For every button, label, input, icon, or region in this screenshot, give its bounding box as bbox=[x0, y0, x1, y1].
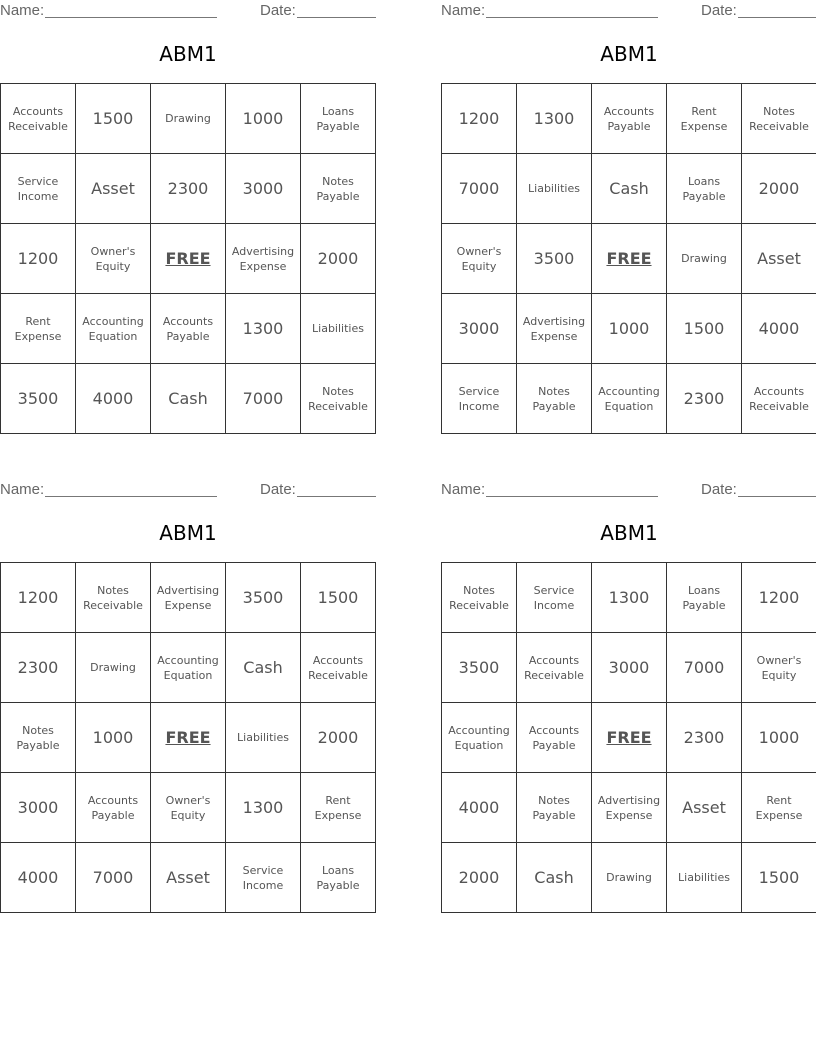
bingo-cell: 1000 bbox=[742, 703, 816, 773]
grid-row bbox=[1, 84, 376, 154]
bingo-cell: 3500 bbox=[517, 224, 592, 294]
date-label: Date: bbox=[260, 2, 296, 19]
name-label: Name: bbox=[441, 481, 486, 498]
bingo-cell: Service Income bbox=[226, 843, 301, 913]
bingo-cell: Cash bbox=[226, 633, 301, 703]
grid-row bbox=[442, 294, 816, 364]
bingo-cell: 3500 bbox=[226, 563, 301, 633]
bingo-cell: Owner's Equity bbox=[76, 224, 151, 294]
date-label: Date: bbox=[701, 481, 737, 498]
bingo-cell: 3000 bbox=[592, 633, 667, 703]
bingo-cell: 1300 bbox=[517, 84, 592, 154]
bingo-cell: Accounting Equation bbox=[76, 294, 151, 364]
bingo-cell: 2000 bbox=[442, 843, 517, 913]
grid-row bbox=[442, 84, 816, 154]
bingo-cell: 2000 bbox=[742, 154, 816, 224]
date-blank bbox=[738, 17, 816, 18]
bingo-cell: 3000 bbox=[442, 294, 517, 364]
bingo-cell: Advertising Expense bbox=[592, 773, 667, 843]
grid-row bbox=[442, 154, 816, 224]
date-blank bbox=[738, 496, 816, 497]
bingo-cell: Advertising Expense bbox=[226, 224, 301, 294]
bingo-cell: Accounting Equation bbox=[151, 633, 226, 703]
bingo-cell: Notes Receivable bbox=[301, 364, 376, 434]
bingo-cell: Rent Expense bbox=[667, 84, 742, 154]
bingo-cell: 1500 bbox=[667, 294, 742, 364]
bingo-cell: 1200 bbox=[1, 224, 76, 294]
bingo-cell: Drawing bbox=[592, 843, 667, 913]
bingo-cell: 1300 bbox=[592, 563, 667, 633]
bingo-cell: Accounting Equation bbox=[442, 703, 517, 773]
bingo-cell: 7000 bbox=[667, 633, 742, 703]
grid-row bbox=[1, 843, 376, 913]
bingo-cell: 7000 bbox=[226, 364, 301, 434]
card-header bbox=[441, 0, 816, 22]
card-title: ABM1 bbox=[600, 42, 658, 66]
free-space-cell: FREE bbox=[151, 224, 226, 294]
bingo-cell: Accounts Payable bbox=[151, 294, 226, 364]
bingo-cell: Asset bbox=[667, 773, 742, 843]
date-label: Date: bbox=[701, 2, 737, 19]
bingo-cell: Accounts Receivable bbox=[517, 633, 592, 703]
bingo-cell: Liabilities bbox=[301, 294, 376, 364]
grid-row bbox=[442, 703, 816, 773]
bingo-cell: Accounts Receivable bbox=[742, 364, 816, 434]
bingo-cell: 4000 bbox=[1, 843, 76, 913]
name-blank bbox=[486, 17, 658, 18]
bingo-cell: 1300 bbox=[226, 294, 301, 364]
name-label: Name: bbox=[0, 481, 45, 498]
bingo-cell: Liabilities bbox=[667, 843, 742, 913]
bingo-cell: 1200 bbox=[742, 563, 816, 633]
bingo-cell: Advertising Expense bbox=[151, 563, 226, 633]
bingo-cell: 4000 bbox=[76, 364, 151, 434]
bingo-cell: Accounts Payable bbox=[76, 773, 151, 843]
bingo-cell: 2000 bbox=[301, 224, 376, 294]
bingo-cell: Rent Expense bbox=[742, 773, 816, 843]
free-space-cell: FREE bbox=[592, 224, 667, 294]
grid-row bbox=[1, 294, 376, 364]
card-header bbox=[0, 479, 376, 501]
bingo-cell: Notes Receivable bbox=[76, 563, 151, 633]
bingo-cell: Notes Payable bbox=[1, 703, 76, 773]
grid-row bbox=[442, 224, 816, 294]
bingo-cell: Cash bbox=[151, 364, 226, 434]
card-header bbox=[0, 0, 376, 22]
grid-row bbox=[442, 633, 816, 703]
bingo-cell: 2300 bbox=[1, 633, 76, 703]
bingo-cell: Drawing bbox=[667, 224, 742, 294]
bingo-grid bbox=[441, 562, 816, 913]
bingo-cell: Rent Expense bbox=[1, 294, 76, 364]
bingo-cell: 3000 bbox=[226, 154, 301, 224]
bingo-cell: 3000 bbox=[1, 773, 76, 843]
bingo-cell: Drawing bbox=[151, 84, 226, 154]
bingo-cell: Owner's Equity bbox=[442, 224, 517, 294]
name-blank bbox=[45, 496, 217, 497]
bingo-cell: 1500 bbox=[301, 563, 376, 633]
bingo-cell: Liabilities bbox=[517, 154, 592, 224]
bingo-cell: Asset bbox=[742, 224, 816, 294]
bingo-cell: Notes Receivable bbox=[742, 84, 816, 154]
bingo-cell: Asset bbox=[151, 843, 226, 913]
bingo-cell: Service Income bbox=[517, 563, 592, 633]
bingo-cell: Service Income bbox=[442, 364, 517, 434]
bingo-cell: Accounts Payable bbox=[517, 703, 592, 773]
free-space-cell: FREE bbox=[592, 703, 667, 773]
grid-row bbox=[442, 773, 816, 843]
bingo-cell: 4000 bbox=[442, 773, 517, 843]
bingo-cell: 1000 bbox=[76, 703, 151, 773]
bingo-cell: Accounts Receivable bbox=[301, 633, 376, 703]
bingo-cell: Accounts Receivable bbox=[1, 84, 76, 154]
bingo-grid bbox=[0, 562, 376, 913]
bingo-cell: Notes Payable bbox=[301, 154, 376, 224]
bingo-cell: 2300 bbox=[151, 154, 226, 224]
bingo-cell: 1500 bbox=[76, 84, 151, 154]
bingo-grid bbox=[441, 83, 816, 434]
date-blank bbox=[297, 17, 376, 18]
bingo-cell: Rent Expense bbox=[301, 773, 376, 843]
bingo-cell: Notes Payable bbox=[517, 364, 592, 434]
bingo-cell: 2300 bbox=[667, 364, 742, 434]
bingo-cell: 7000 bbox=[442, 154, 517, 224]
name-blank bbox=[486, 496, 658, 497]
grid-row bbox=[1, 773, 376, 843]
free-space-cell: FREE bbox=[151, 703, 226, 773]
bingo-cell: Liabilities bbox=[226, 703, 301, 773]
bingo-cell: Asset bbox=[76, 154, 151, 224]
bingo-cell: Loans Payable bbox=[667, 563, 742, 633]
name-blank bbox=[45, 17, 217, 18]
bingo-cell: Owner's Equity bbox=[742, 633, 816, 703]
bingo-cell: Loans Payable bbox=[301, 84, 376, 154]
name-label: Name: bbox=[0, 2, 45, 19]
bingo-grid bbox=[0, 83, 376, 434]
bingo-cell: 2000 bbox=[301, 703, 376, 773]
grid-row bbox=[1, 224, 376, 294]
card-title: ABM1 bbox=[159, 42, 217, 66]
bingo-cell: 3500 bbox=[1, 364, 76, 434]
bingo-cell: 3500 bbox=[442, 633, 517, 703]
grid-row bbox=[1, 563, 376, 633]
date-blank bbox=[297, 496, 376, 497]
bingo-cell: Advertising Expense bbox=[517, 294, 592, 364]
bingo-cell: 1000 bbox=[226, 84, 301, 154]
bingo-cell: Service Income bbox=[1, 154, 76, 224]
grid-row bbox=[1, 703, 376, 773]
bingo-cell: Owner's Equity bbox=[151, 773, 226, 843]
bingo-cell: 1000 bbox=[592, 294, 667, 364]
name-label: Name: bbox=[441, 2, 486, 19]
card-title: ABM1 bbox=[600, 521, 658, 545]
bingo-cell: 4000 bbox=[742, 294, 816, 364]
bingo-cell: 7000 bbox=[76, 843, 151, 913]
grid-row bbox=[1, 633, 376, 703]
bingo-cell: 1500 bbox=[742, 843, 816, 913]
card-header bbox=[441, 479, 816, 501]
bingo-cell: 1200 bbox=[442, 84, 517, 154]
bingo-cell: Accounts Payable bbox=[592, 84, 667, 154]
grid-row bbox=[442, 364, 816, 434]
grid-row bbox=[1, 154, 376, 224]
bingo-cell: Loans Payable bbox=[301, 843, 376, 913]
bingo-cell: Notes Payable bbox=[517, 773, 592, 843]
card-title: ABM1 bbox=[159, 521, 217, 545]
bingo-cell: Drawing bbox=[76, 633, 151, 703]
grid-row bbox=[442, 843, 816, 913]
grid-row bbox=[1, 364, 376, 434]
bingo-cell: 1200 bbox=[1, 563, 76, 633]
bingo-cell: 1300 bbox=[226, 773, 301, 843]
bingo-cell: Cash bbox=[592, 154, 667, 224]
bingo-cell: Accounting Equation bbox=[592, 364, 667, 434]
bingo-cell: 2300 bbox=[667, 703, 742, 773]
bingo-cell: Cash bbox=[517, 843, 592, 913]
bingo-cell: Loans Payable bbox=[667, 154, 742, 224]
date-label: Date: bbox=[260, 481, 296, 498]
grid-row bbox=[442, 563, 816, 633]
bingo-cell: Notes Receivable bbox=[442, 563, 517, 633]
